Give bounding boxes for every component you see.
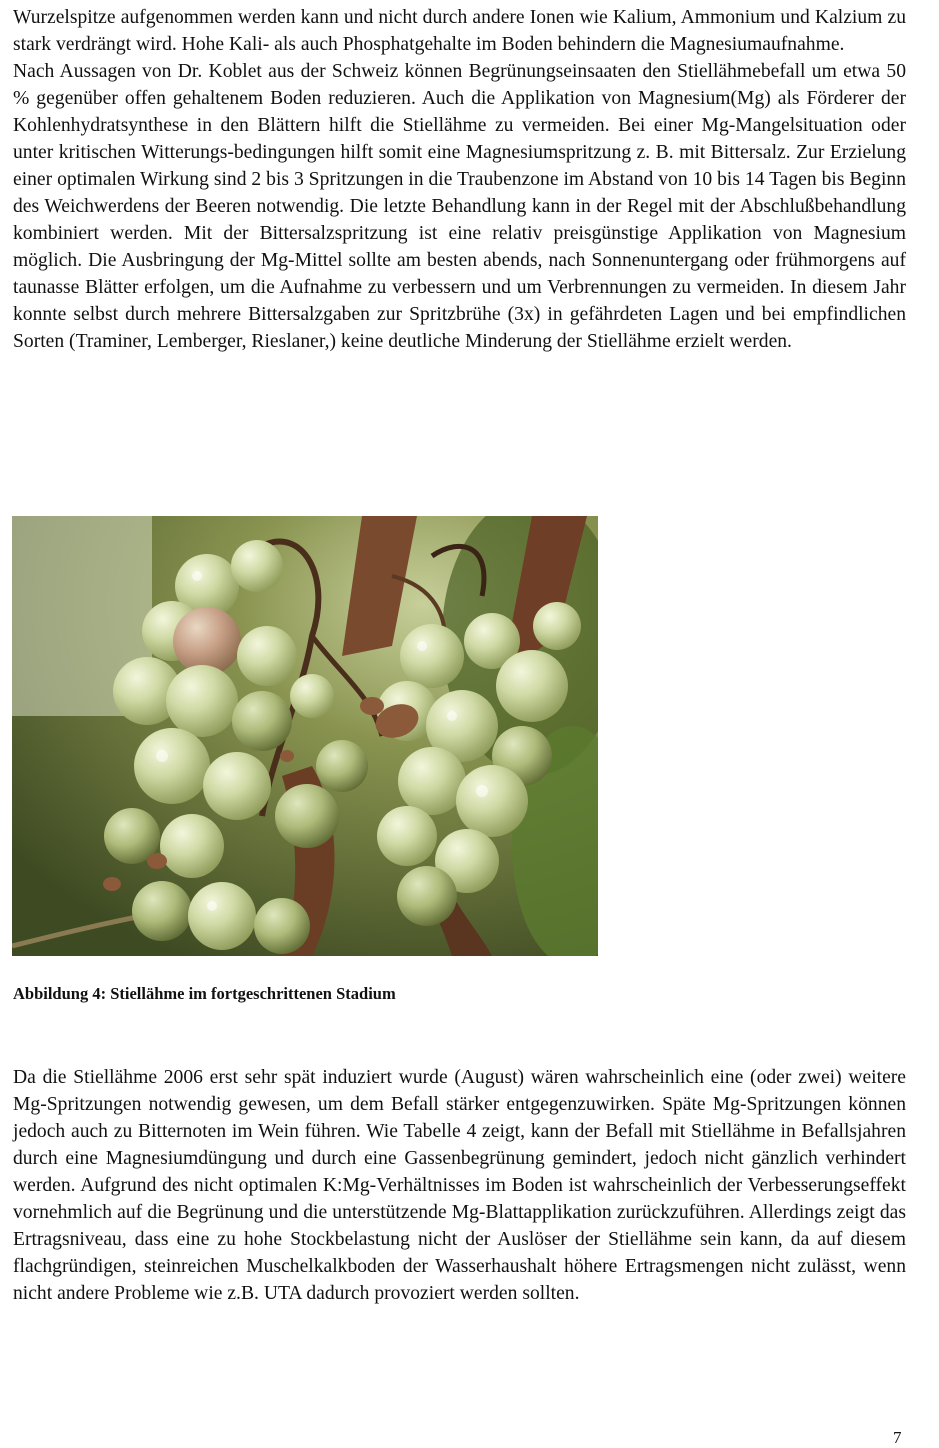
paragraph-2: Nach Aussagen von Dr. Koblet aus der Schweiz können Begrünungseinsaaten den Stiellähmebefall um etwa 50 % gegenüber offen gehaltenem Boden reduzieren. Auch die Applikation von Magnesium(Mg) als Förderer der Kohlenhydratsynthese in den Blättern hilft die Stiellähme zu vermeiden. Bei einer Mg-Mangelsituation oder unter kritischen Witterungs-bedingungen hilft somit eine Magnesiumspritzung z. B. mit Bittersalz. Zur Erzielung einer optimalen Wirkung sind 2 bis 3 Spritzungen in die Traubenzone im Abstand von 10 bis 14 Tagen bis Beginn des Weichwerdens der Beeren notwendig. Die letzte Behandlung kann in der Regel mit der Abschlußbehandlung kombiniert werden. Mit der Bittersalzspritzung ist eine relativ preisgünstige Applikation von Magnesium möglich. Die Ausbringung der Mg-Mittel sollte am besten abends, nach Sonnenuntergang oder frühmorgens auf taunasse Blätter erfolgen, um die Aufnahme zu verbessern und um Verbrennungen zu vermeiden. In diesem Jahr konnte selbst durch mehrere Bittersalzgaben zur Spritzbrühe (3x) in gefährdeten Lagen und bei empfindlichen Sorten (Traminer, Lemberger, Rieslaner,) keine deutliche Minderung der Stiellähme erzielt werden. [13, 61, 906, 352]
page-number: 7 [893, 1428, 902, 1447]
figure-caption: Abbildung 4: Stiellähme im fortgeschrittenen Stadium [13, 984, 396, 1003]
paragraph-1: Wurzelspitze aufgenommen werden kann und nicht durch andere Ionen wie Kalium, Ammonium und Kalzium zu stark verdrängt wird. Hohe Kali- als auch Phosphatgehalte im Boden behindern die Magnesiumaufnahme. [13, 7, 906, 55]
body-text-top [13, 4, 906, 355]
grape-cluster-photo [12, 516, 598, 956]
paragraph-3: Da die Stiellähme 2006 erst sehr spät induziert wurde (August) wären wahrscheinlich eine (oder zwei) weitere Mg-Spritzungen notwendig gewesen, um dem Befall stärker entgegenzuwirken. Späte Mg-Spritzungen können jedoch auch zu Bitternoten im Wein führen. Wie Tabelle 4 zeigt, kann der Befall mit Stiellähme in Befallsjahren durch eine Magnesiumdüngung und durch eine Gassenbegrünung gemindert, jedoch nicht gänzlich verhindert werden. Aufgrund des nicht optimalen K:Mg-Verhältnisses im Boden ist wahrscheinlich der Verbesserungseffekt vornehmlich auf die Begrünung und die unterstützende Mg-Blattapplikation zurückzuführen. Allerdings zeigt das Ertragsniveau, dass eine zu hohe Stockbelastung nicht der Auslöser der Stiellähme sein kann, da auf diesem flachgründigen, steinreichen Muschelkalkboden der Wasserhaushalt höhere Ertragsmengen nicht zulässt, wenn nicht andere Probleme wie z.B. UTA dadurch provoziert werden sollten. [13, 1067, 906, 1304]
